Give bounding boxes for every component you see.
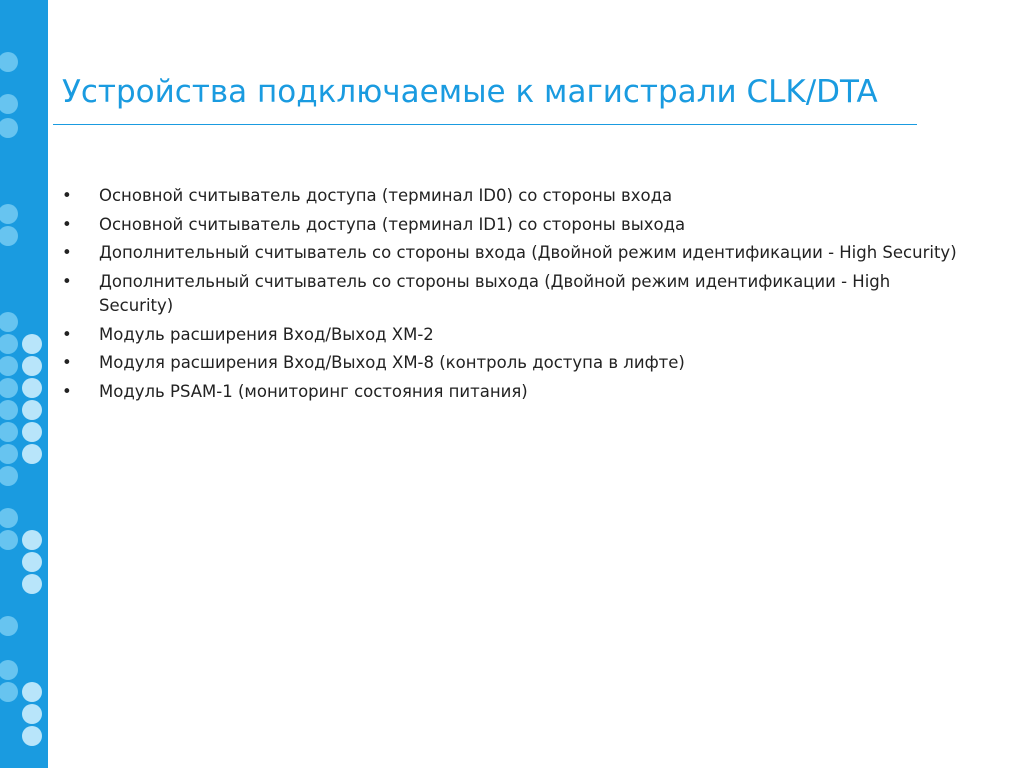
decorative-circle: [22, 334, 42, 354]
decorative-circle: [22, 682, 42, 702]
list-item-text: Основной считыватель доступа (терминал ID0) со стороны входа: [99, 186, 673, 205]
list-item: [62, 270, 962, 319]
list-item: [62, 351, 962, 376]
title-underline: [53, 124, 917, 125]
list-item-text: Основной считыватель доступа (терминал ID1) со стороны выхода: [99, 214, 686, 234]
bullet-icon: •: [62, 243, 72, 262]
decorative-circle: [22, 400, 42, 420]
list-item-text: Модуля расширения Вход/Выход XM-8 (контроль доступа в лифте): [99, 353, 685, 372]
decorative-circle: [22, 552, 42, 572]
decorative-circle: [22, 726, 42, 746]
decorative-circle: [22, 422, 42, 442]
decorative-circle: [22, 444, 42, 464]
decorative-circle: [22, 530, 42, 550]
list-item: [62, 380, 962, 405]
bullet-icon: •: [62, 186, 72, 205]
list-item: [62, 241, 962, 266]
slide-title: Устройства подключаемые к магистрали CLK/DTA: [62, 74, 878, 110]
list-item-text: Модуль расширения Вход/Выход XM-2: [99, 324, 434, 344]
bullet-icon: •: [62, 381, 72, 401]
decorative-circle: [22, 574, 42, 594]
decorative-circle: [22, 704, 42, 724]
list-item-text: Дополнительный считыватель со стороны выхода (Двойной режим идентификации - High Security): [99, 271, 891, 315]
bullet-icon: •: [62, 214, 72, 234]
decorative-circle: [22, 378, 42, 398]
decorative-circle: [22, 356, 42, 376]
list-item: [62, 213, 962, 238]
bullet-icon: •: [62, 353, 72, 372]
list-item-text: Дополнительный считыватель со стороны входа (Двойной режим идентификации - High Security): [99, 243, 957, 262]
bullet-icon: •: [62, 324, 72, 344]
bullet-icon: •: [62, 271, 72, 291]
list-item-text: Модуль PSAM-1 (мониторинг состояния питания): [99, 381, 528, 401]
list-item: [62, 184, 962, 209]
bullet-list: [62, 184, 962, 408]
list-item: [62, 323, 962, 348]
